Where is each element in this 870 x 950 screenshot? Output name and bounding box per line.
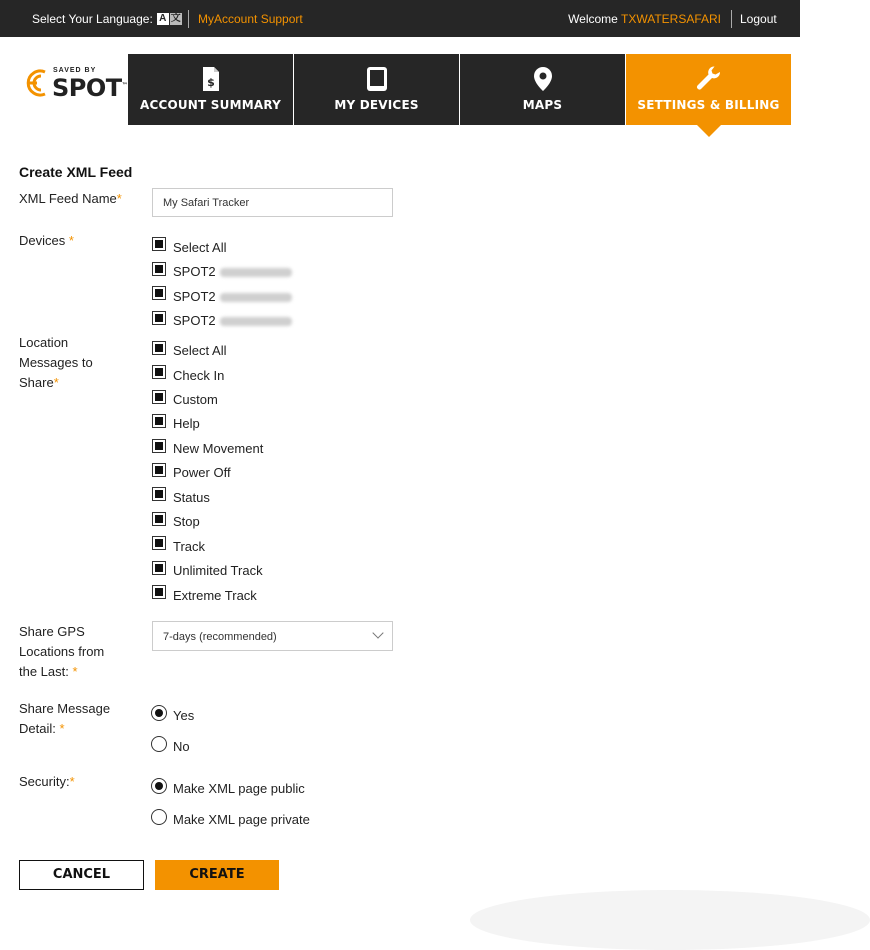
location-messages-label: Location Messages to Share* <box>19 335 93 390</box>
message-label: Stop <box>173 514 200 529</box>
divider <box>188 10 189 28</box>
message-label: Custom <box>173 392 218 407</box>
message-label: Status <box>173 490 210 505</box>
username: TXWATERSAFARI <box>620 12 721 26</box>
welcome-text: Welcome TXWATERSAFARI <box>568 12 721 26</box>
device-checkbox[interactable] <box>152 311 166 325</box>
redacted-device-id <box>220 317 292 326</box>
device-list[interactable] <box>146 234 346 328</box>
device-label: SPOT2 <box>173 313 292 328</box>
message-detail-label: Share Message Detail: * <box>19 701 111 736</box>
message-checkbox[interactable] <box>152 463 166 477</box>
detail-yes-radio[interactable] <box>151 705 167 721</box>
feed-name-input[interactable]: My Safari Tracker <box>152 188 393 217</box>
device-checkbox[interactable] <box>152 286 166 300</box>
message-checkbox[interactable] <box>152 390 166 404</box>
nav-account-summary[interactable] <box>128 54 293 125</box>
form-title: Create XML Feed <box>19 164 133 180</box>
share-gps-select[interactable] <box>152 621 393 651</box>
device-label: SPOT2 <box>173 264 292 279</box>
top-bar <box>0 0 800 37</box>
message-label: Unlimited Track <box>173 563 263 578</box>
message-label: Track <box>173 539 206 554</box>
language-label: Select Your Language: <box>32 12 153 26</box>
spot-logo[interactable] <box>19 64 128 104</box>
detail-no-radio[interactable] <box>151 736 167 752</box>
security-public-radio[interactable] <box>151 778 167 794</box>
svg-text:$: $ <box>206 76 215 89</box>
message-checkbox[interactable] <box>152 439 166 453</box>
tablet-icon <box>366 66 388 92</box>
security-label: Security:* <box>19 774 75 789</box>
message-checkbox[interactable] <box>152 487 166 501</box>
message-label: Check In <box>173 368 225 383</box>
map-pin-icon <box>532 66 554 92</box>
security-private-label: Make XML page private <box>173 812 310 827</box>
logo-tagline: SAVED BY <box>53 67 97 74</box>
device-checkbox[interactable] <box>152 237 166 251</box>
nav-label: ACCOUNT SUMMARY <box>139 98 282 112</box>
message-label: Select All <box>173 343 227 358</box>
background-decoration <box>470 890 870 950</box>
logo-brand: SPOT™ <box>52 74 128 102</box>
feed-name-label: XML Feed Name* <box>19 191 122 206</box>
security-public-label: Make XML page public <box>173 781 305 796</box>
detail-no-label: No <box>173 739 190 754</box>
device-label: SPOT2 <box>173 289 292 304</box>
active-indicator <box>697 125 721 137</box>
nav-label: SETTINGS & BILLING <box>637 98 780 112</box>
devices-label: Devices * <box>19 233 74 248</box>
nav-settings-billing[interactable] <box>626 54 791 125</box>
message-label: Power Off <box>173 465 231 480</box>
wrench-icon <box>696 66 722 92</box>
create-button[interactable]: CREATE <box>155 860 279 890</box>
spot-logo-icon <box>19 66 49 100</box>
document-dollar-icon <box>200 66 222 92</box>
nav-label: MAPS <box>522 98 563 112</box>
device-checkbox[interactable] <box>152 262 166 276</box>
language-selector[interactable] <box>32 12 182 26</box>
message-label: Extreme Track <box>173 588 257 603</box>
redacted-device-id <box>220 268 292 277</box>
share-gps-label: Share GPS Locations from the Last: * <box>19 624 105 679</box>
detail-yes-label: Yes <box>173 708 195 723</box>
message-checkbox[interactable] <box>152 536 166 550</box>
translate-icon[interactable]: A 文 <box>157 13 182 25</box>
myaccount-support-link[interactable]: MyAccount Support <box>198 12 303 26</box>
logout-link[interactable]: Logout <box>740 12 777 26</box>
divider <box>731 10 732 28</box>
message-checkbox[interactable] <box>152 341 166 355</box>
nav-maps[interactable] <box>460 54 625 125</box>
message-checkbox[interactable] <box>152 512 166 526</box>
device-label: Select All <box>173 240 227 255</box>
message-checkbox[interactable] <box>152 561 166 575</box>
nav-label: MY DEVICES <box>334 98 419 112</box>
cancel-button[interactable]: CANCEL <box>19 860 144 890</box>
chevron-down-icon <box>372 627 383 638</box>
security-private-radio[interactable] <box>151 809 167 825</box>
share-gps-value: 7-days (recommended) <box>163 631 277 643</box>
message-checkbox[interactable] <box>152 585 166 599</box>
message-label: Help <box>173 416 200 431</box>
message-label: New Movement <box>173 441 264 456</box>
message-checkbox[interactable] <box>152 365 166 379</box>
nav-my-devices[interactable] <box>294 54 459 125</box>
redacted-device-id <box>220 293 292 302</box>
message-checkbox[interactable] <box>152 414 166 428</box>
